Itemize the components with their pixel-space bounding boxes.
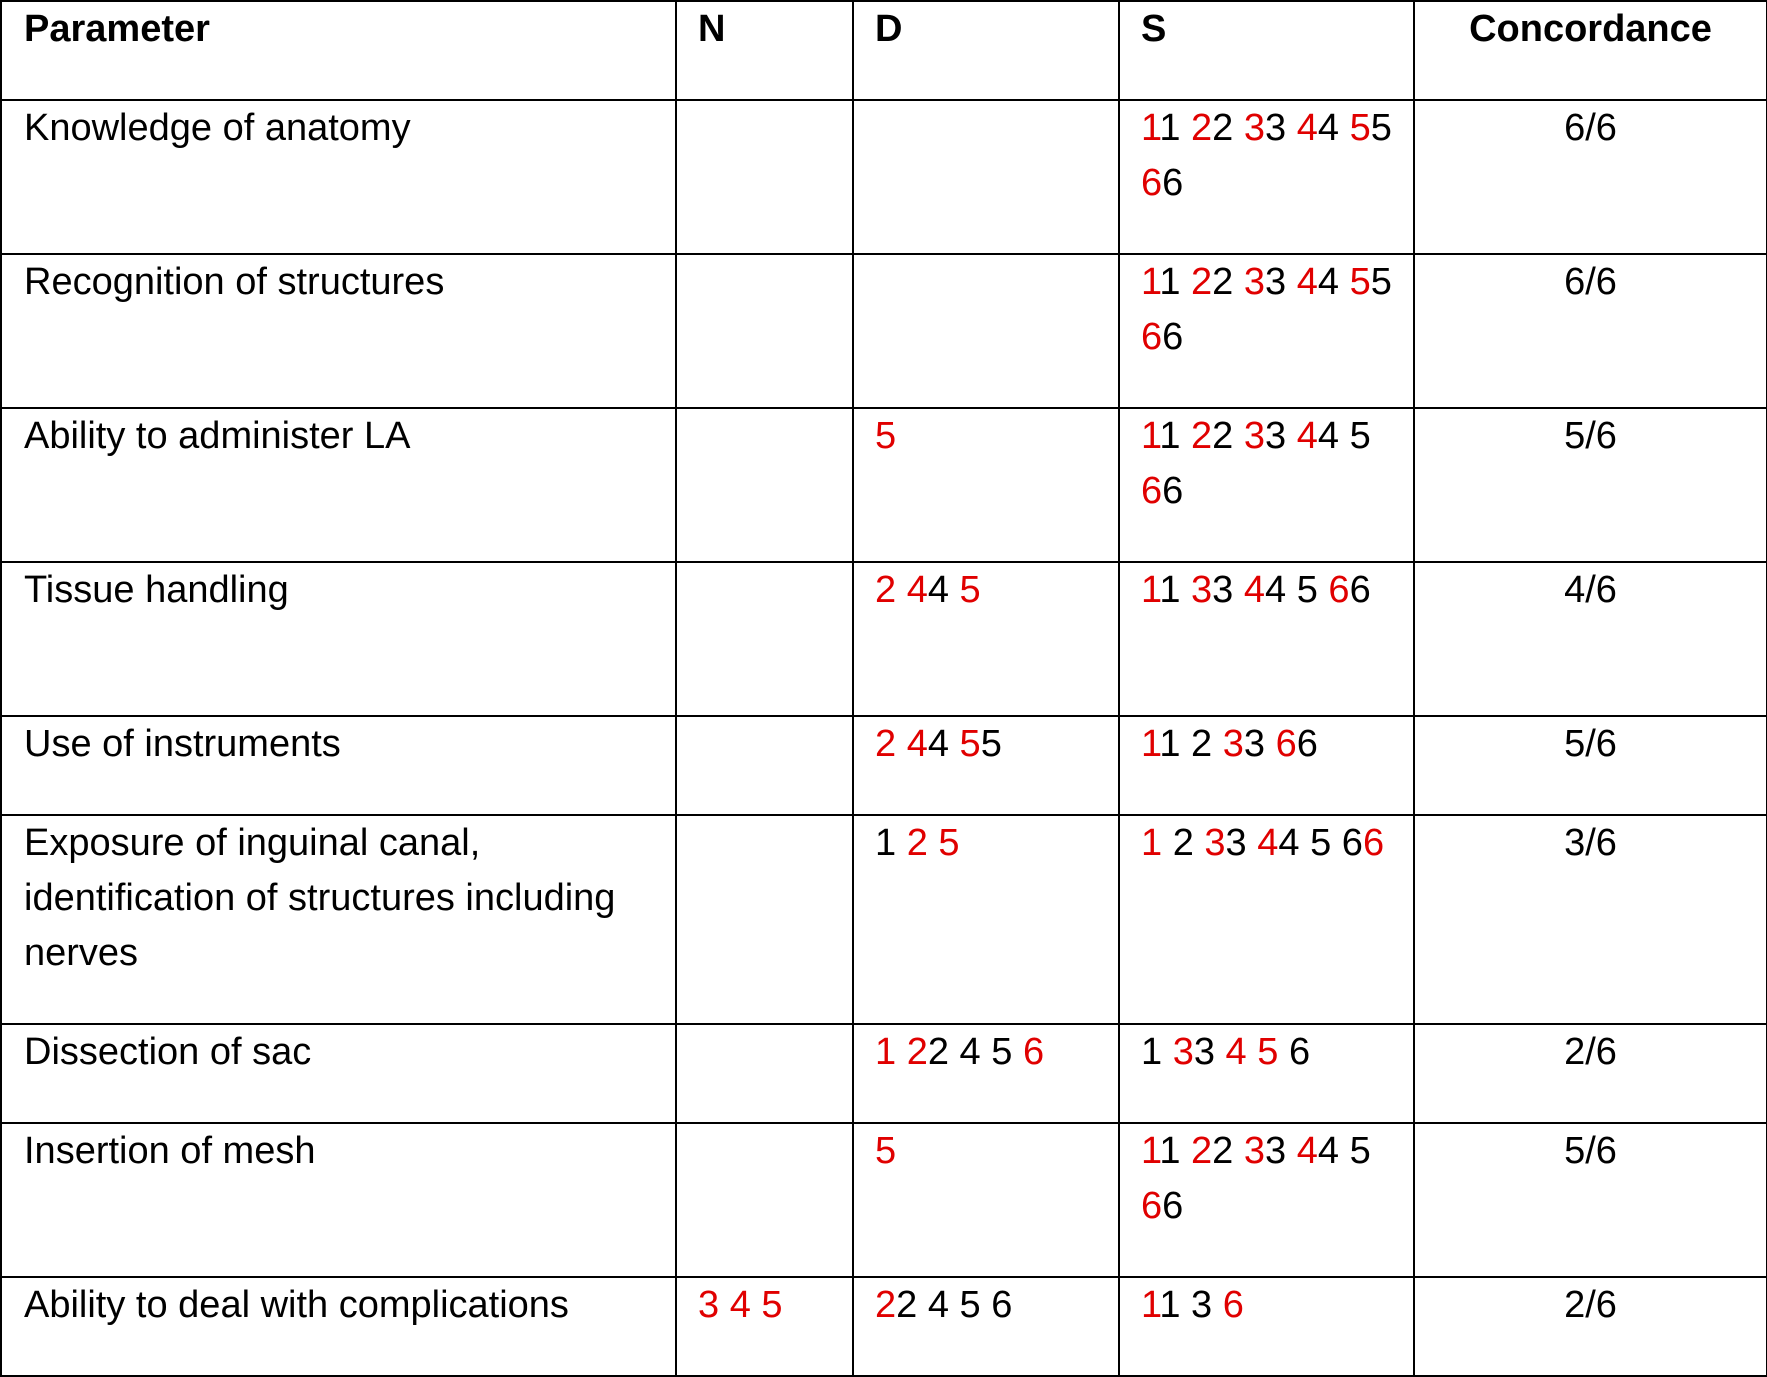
rater-mark: 6: [1288, 1031, 1311, 1073]
cell-n: [676, 815, 853, 1024]
cell-concordance: 5/6: [1414, 1123, 1767, 1277]
rater-mark: 3: [1265, 1130, 1297, 1172]
cell-d: [853, 562, 1119, 716]
rater-mark: 5: [959, 1284, 992, 1326]
cell-s: [1119, 100, 1414, 254]
rater-mark: 4: [1317, 261, 1350, 303]
table-body: [1, 100, 1767, 1376]
cell-s: [1119, 1277, 1414, 1376]
rater-mark: 4: [1296, 107, 1318, 149]
rater-mark: 4: [729, 1284, 762, 1326]
rater-mark: 1: [1159, 1284, 1192, 1326]
rater-mark: 1: [1141, 1284, 1160, 1326]
cell-parameter: Dissection of sac: [1, 1024, 676, 1123]
rater-mark: 3: [1265, 107, 1297, 149]
rater-mark: 2: [1191, 1130, 1213, 1172]
cell-concordance: 6/6: [1414, 254, 1767, 408]
rater-mark: 5: [875, 1130, 897, 1172]
header-parameter: Parameter: [1, 1, 676, 100]
rater-mark: 2: [896, 1284, 928, 1326]
rater-mark: 1: [1141, 415, 1160, 457]
table-row: [1, 1024, 1767, 1123]
rater-mark: 6: [1341, 822, 1363, 864]
rater-mark: 1: [1141, 1031, 1173, 1073]
rater-mark: 2: [1191, 261, 1213, 303]
table-row: [1, 716, 1767, 815]
rater-mark: 5: [1296, 569, 1329, 611]
rater-mark: 5: [1349, 1130, 1371, 1172]
rater-mark: 4: [906, 723, 928, 765]
rater-mark: 1: [1159, 569, 1192, 611]
cell-concordance: 5/6: [1414, 716, 1767, 815]
rater-mark: 1: [1159, 261, 1192, 303]
table-row: [1, 1123, 1767, 1277]
rater-mark: 4: [1317, 107, 1350, 149]
rater-mark: 5: [959, 723, 981, 765]
cell-n: [676, 1024, 853, 1123]
header-concordance: Concordance: [1414, 1, 1767, 100]
cell-s: [1119, 562, 1414, 716]
rater-mark: 4: [1257, 822, 1279, 864]
rater-mark: 2: [1212, 1130, 1244, 1172]
rater-mark: 4: [959, 1031, 992, 1073]
rater-mark: 6: [1362, 822, 1385, 864]
cell-concordance: 4/6: [1414, 562, 1767, 716]
cell-n: [676, 1277, 853, 1376]
cell-n: [676, 408, 853, 562]
cell-s: [1119, 1024, 1414, 1123]
cell-d: [853, 100, 1119, 254]
rater-mark: 6: [1162, 162, 1184, 204]
cell-concordance: 2/6: [1414, 1277, 1767, 1376]
rater-mark: 4: [1265, 569, 1297, 611]
rater-mark: 1: [1159, 107, 1192, 149]
header-s: S: [1119, 1, 1414, 100]
rater-mark: 3: [1225, 822, 1258, 864]
rater-mark: 3: [1204, 822, 1226, 864]
rater-mark: 6: [1141, 162, 1163, 204]
rater-mark: 5: [991, 1031, 1023, 1073]
rater-mark: 5: [980, 723, 1002, 765]
rater-mark: 2: [875, 1284, 897, 1326]
rater-mark: 1: [1141, 1130, 1160, 1172]
rater-mark: 4: [1296, 261, 1318, 303]
rater-mark: 5: [1349, 415, 1371, 457]
rater-mark: 6: [991, 1284, 1013, 1326]
rater-mark: 6: [1222, 1284, 1244, 1326]
rater-mark: 3: [1243, 723, 1276, 765]
cell-concordance: 6/6: [1414, 100, 1767, 254]
rater-mark: 1: [1141, 261, 1160, 303]
cell-parameter: Ability to deal with complications: [1, 1277, 676, 1376]
rater-mark: 6: [1141, 316, 1163, 358]
rater-mark: 3: [1172, 1031, 1194, 1073]
rater-mark: 3: [1243, 261, 1266, 303]
rater-mark: 1: [1141, 107, 1160, 149]
rater-mark: 3: [1243, 415, 1266, 457]
cell-d: [853, 815, 1119, 1024]
cell-s: [1119, 716, 1414, 815]
rater-mark: 4: [927, 569, 960, 611]
cell-s: [1119, 254, 1414, 408]
rater-mark: 6: [1141, 1185, 1163, 1227]
rater-mark: 5: [1349, 261, 1371, 303]
cell-parameter: Knowledge of anatomy: [1, 100, 676, 254]
rater-mark: 3: [1222, 723, 1244, 765]
rater-mark: 6: [1141, 470, 1163, 512]
table-row: [1, 1277, 1767, 1376]
rater-mark: 5: [1257, 1031, 1289, 1073]
rater-mark: 3: [1265, 415, 1297, 457]
rater-mark: 2: [1212, 107, 1244, 149]
rater-mark: 2: [1191, 415, 1213, 457]
rater-mark: 4: [1296, 415, 1318, 457]
rater-mark: 3: [1191, 1284, 1223, 1326]
cell-n: [676, 716, 853, 815]
rater-mark: 3: [1243, 1130, 1266, 1172]
cell-s: [1119, 408, 1414, 562]
rater-mark: 5: [959, 569, 981, 611]
rater-mark: 3: [698, 1284, 730, 1326]
cell-parameter: Exposure of inguinal canal, identification of structures including nerves: [1, 815, 676, 1024]
rater-mark: 4: [927, 723, 960, 765]
header-d: D: [853, 1, 1119, 100]
rater-mark: 1: [875, 1031, 907, 1073]
rater-mark: 4: [1317, 415, 1350, 457]
rater-mark: 3: [1265, 261, 1297, 303]
cell-n: [676, 100, 853, 254]
table-row: [1, 815, 1767, 1024]
rater-mark: 1: [1141, 822, 1173, 864]
rater-mark: 2: [1191, 107, 1213, 149]
rater-mark: 6: [1162, 470, 1184, 512]
table-row: [1, 562, 1767, 716]
rater-mark: 1: [1159, 415, 1192, 457]
rater-mark: 4: [1317, 1130, 1350, 1172]
table-row: [1, 408, 1767, 562]
rater-mark: 5: [761, 1284, 783, 1326]
rater-mark: 2: [927, 1031, 960, 1073]
cell-d: [853, 254, 1119, 408]
cell-d: [853, 1123, 1119, 1277]
rater-mark: 2: [1172, 822, 1205, 864]
rater-mark: 5: [1370, 261, 1392, 303]
cell-concordance: 3/6: [1414, 815, 1767, 1024]
rater-mark: 4: [1278, 822, 1311, 864]
rater-mark: 5: [1370, 107, 1392, 149]
rater-mark: 6: [1162, 316, 1184, 358]
rater-mark: 6: [1296, 723, 1318, 765]
rater-mark: 6: [1275, 723, 1297, 765]
cell-d: [853, 408, 1119, 562]
rater-mark: 3: [1243, 107, 1266, 149]
cell-n: [676, 562, 853, 716]
rater-mark: 6: [1328, 569, 1350, 611]
table-row: [1, 254, 1767, 408]
cell-parameter: Recognition of structures: [1, 254, 676, 408]
rater-mark: 4: [1225, 1031, 1258, 1073]
cell-parameter: Insertion of mesh: [1, 1123, 676, 1277]
rater-mark: 2: [875, 569, 907, 611]
rater-mark: 4: [927, 1284, 960, 1326]
rater-mark: 2: [1212, 415, 1244, 457]
cell-s: [1119, 1123, 1414, 1277]
rater-mark: 2: [1212, 261, 1244, 303]
rater-mark: 2: [906, 1031, 928, 1073]
cell-d: [853, 716, 1119, 815]
rater-mark: 5: [1349, 107, 1371, 149]
rater-mark: 6: [1349, 569, 1371, 611]
rater-mark: 2: [875, 723, 907, 765]
cell-n: [676, 1123, 853, 1277]
cell-n: [676, 254, 853, 408]
rater-mark: 3: [1191, 569, 1213, 611]
rater-mark: 4: [1243, 569, 1266, 611]
cell-d: [853, 1024, 1119, 1123]
cell-parameter: Ability to administer LA: [1, 408, 676, 562]
cell-s: [1119, 815, 1414, 1024]
rater-mark: 5: [938, 822, 960, 864]
cell-concordance: 2/6: [1414, 1024, 1767, 1123]
table-row: [1, 100, 1767, 254]
cell-d: [853, 1277, 1119, 1376]
rater-mark: 1: [875, 822, 907, 864]
rater-mark: 6: [1162, 1185, 1184, 1227]
header-n: N: [676, 1, 853, 100]
rater-mark: 6: [1022, 1031, 1045, 1073]
rater-mark: 1: [1141, 569, 1160, 611]
rater-mark: 5: [875, 415, 897, 457]
rater-mark: 4: [1296, 1130, 1318, 1172]
rater-mark: 5: [1310, 822, 1342, 864]
header-row: [1, 1, 1767, 100]
rater-mark: 3: [1193, 1031, 1226, 1073]
rater-mark: 2: [1191, 723, 1223, 765]
rater-mark: 3: [1212, 569, 1244, 611]
cell-parameter: Tissue handling: [1, 562, 676, 716]
rater-mark: 1: [1159, 723, 1192, 765]
rater-mark: 2: [906, 822, 939, 864]
rater-mark: 1: [1159, 1130, 1192, 1172]
rater-mark: 4: [906, 569, 928, 611]
cell-parameter: Use of instruments: [1, 716, 676, 815]
cell-concordance: 5/6: [1414, 408, 1767, 562]
rater-mark: 1: [1141, 723, 1160, 765]
